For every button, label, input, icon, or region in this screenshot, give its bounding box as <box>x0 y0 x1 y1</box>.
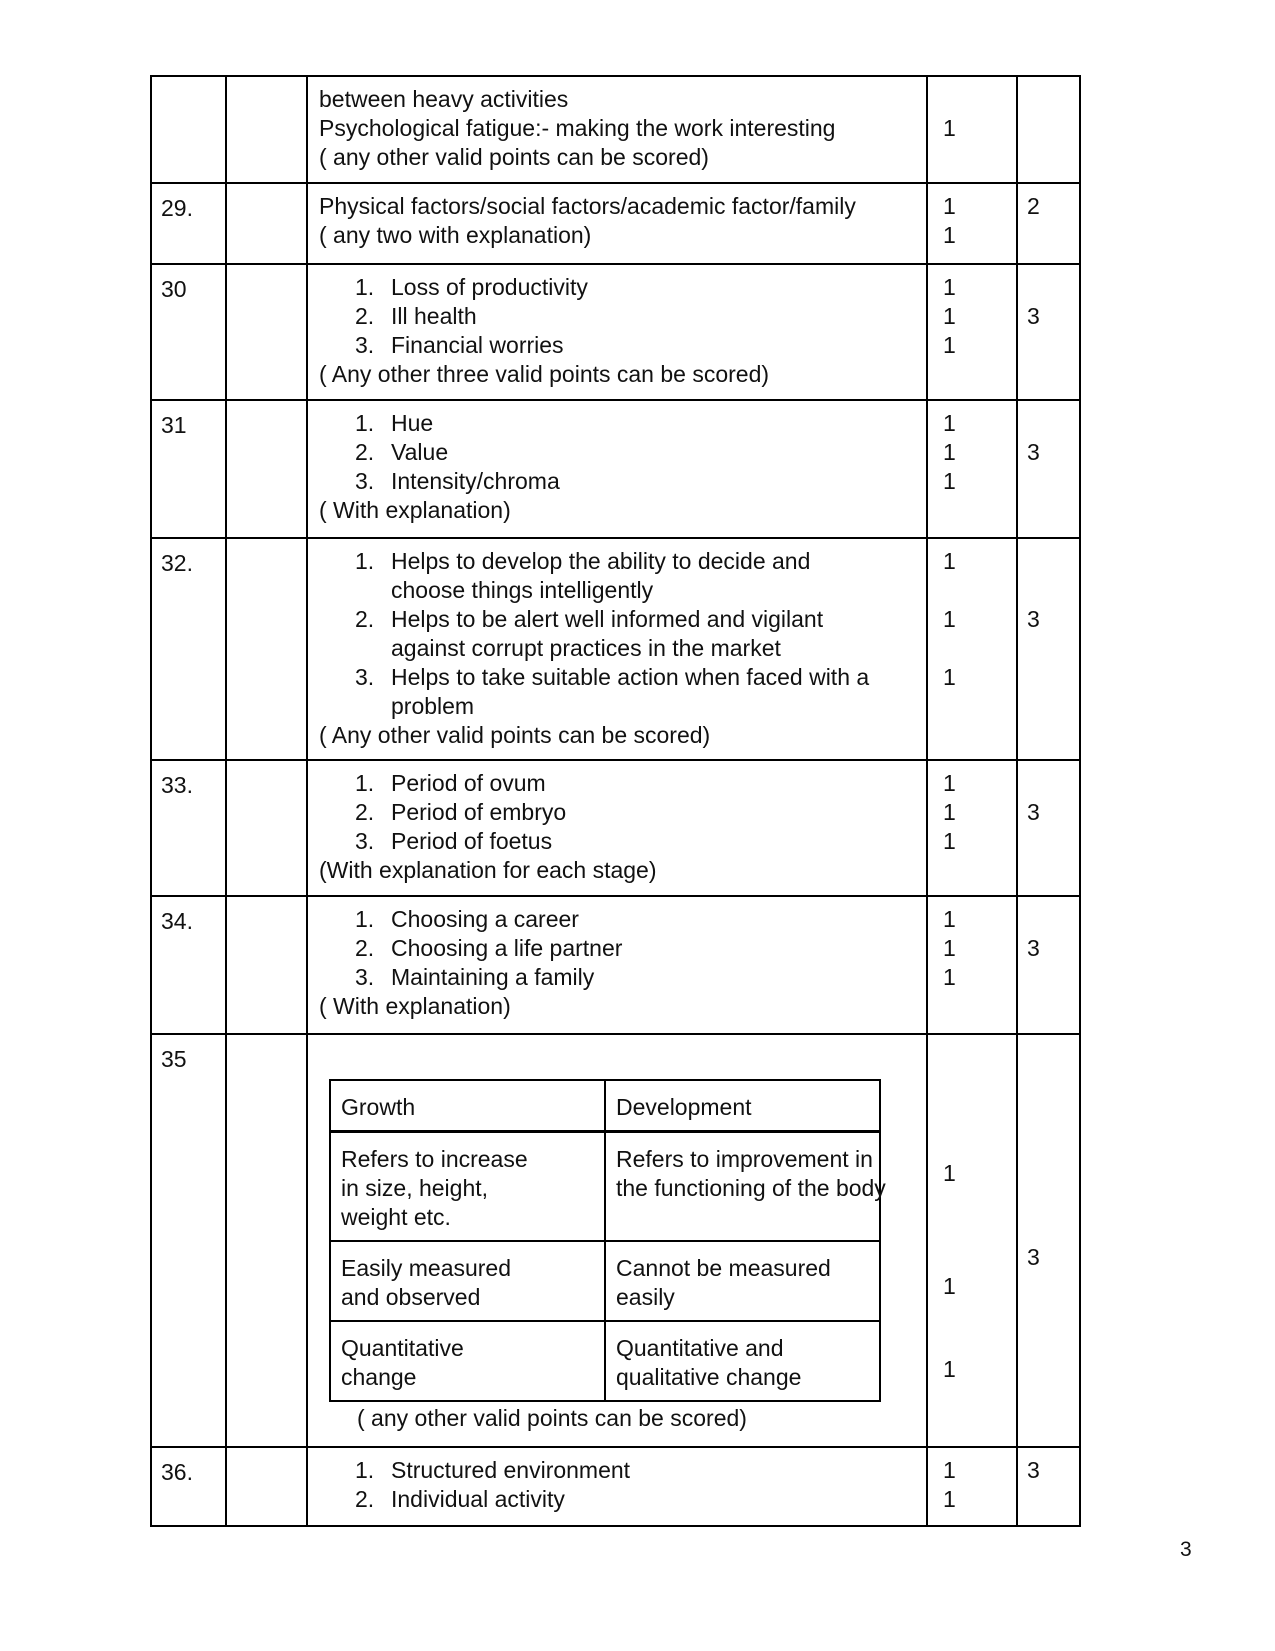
list-item: 2. Individual activity <box>355 1485 565 1512</box>
table-cell: Quantitative change <box>330 1321 605 1401</box>
answer-note: ( With explanation) <box>319 992 511 1019</box>
answer-points-list <box>319 905 916 992</box>
mark-value: 1 <box>943 1356 956 1383</box>
table-row <box>151 760 1080 896</box>
mark-value: 1 <box>943 409 956 436</box>
list-item: 3. Period of foetus <box>355 827 553 854</box>
mark-value: 1 <box>943 664 956 690</box>
list-item: 2. Choosing a life partner <box>355 934 623 961</box>
blank-cell <box>226 1447 307 1526</box>
total-marks-cell <box>1017 1034 1080 1447</box>
answer-cell <box>307 264 927 400</box>
table-row <box>330 1321 880 1401</box>
question-number: 30 <box>151 264 226 400</box>
answer-line: Physical factors/social factors/academic factor/family <box>319 193 856 220</box>
list-item: 1. Helps to develop the ability to decide and choose things intelligently <box>355 548 811 603</box>
answer-note: ( With explanation) <box>319 496 511 523</box>
total-marks-cell <box>1017 400 1080 538</box>
mark-value: 1 <box>943 963 956 990</box>
table-row <box>151 538 1080 760</box>
blank-cell <box>226 760 307 896</box>
growth-vs-development-table <box>329 1079 886 1402</box>
total-value: 3 <box>1027 1244 1040 1271</box>
mark-value: 1 <box>943 331 956 358</box>
list-item: 3. Helps to take suitable action when faced with a problem <box>355 664 870 719</box>
mark-value: 1 <box>943 115 956 141</box>
answer-note: ( Any other three valid points can be scored) <box>319 360 770 387</box>
list-item: 1. Loss of productivity <box>355 273 588 300</box>
total-marks-cell: 3 <box>1017 1447 1080 1526</box>
mark-value <box>943 85 1016 114</box>
answer-note: (With explanation for each stage) <box>319 856 657 883</box>
total-marks-cell <box>1017 76 1080 183</box>
answer-cell <box>307 400 927 538</box>
mark-value: 1 <box>943 1485 956 1512</box>
mark-value: 1 <box>943 438 956 465</box>
blank-cell <box>226 538 307 760</box>
table-cell: Cannot be measured easily <box>605 1241 880 1321</box>
answer-points-list <box>319 409 916 496</box>
table-row <box>151 76 1080 183</box>
table-row <box>151 400 1080 538</box>
mark-value: 1 <box>943 827 956 854</box>
answer-cell <box>307 76 927 183</box>
list-item: 2. Period of embryo <box>355 798 567 825</box>
column-header: Growth <box>330 1080 605 1132</box>
answer-cell <box>307 896 927 1034</box>
answer-points-list <box>319 1456 916 1514</box>
marks-cell <box>927 400 1017 538</box>
marks-cell <box>927 760 1017 896</box>
table-cell: Easily measured and observed <box>330 1241 605 1321</box>
answer-line: ( any other valid points can be scored) <box>319 144 709 170</box>
answer-cell <box>307 1034 927 1447</box>
table-header-row <box>330 1080 880 1132</box>
list-item: 2. Value <box>355 438 449 465</box>
question-number <box>151 76 226 183</box>
total-marks-cell <box>1017 264 1080 400</box>
page-number: 3 <box>1180 1538 1192 1561</box>
marks-cell <box>927 896 1017 1034</box>
marks-cell <box>927 538 1017 760</box>
total-value: 3 <box>1027 798 1040 825</box>
mark-value: 1 <box>943 798 956 825</box>
total-value: 3 <box>1027 934 1040 961</box>
question-number: 32. <box>151 538 226 760</box>
blank-cell <box>226 183 307 263</box>
question-number: 35 <box>151 1034 226 1447</box>
table-row <box>151 264 1080 400</box>
mark-value: 1 <box>943 1273 956 1300</box>
mark-value: 1 <box>943 606 956 632</box>
total-marks-cell <box>1017 538 1080 760</box>
list-item: 3. Intensity/chroma <box>355 467 560 494</box>
blank-cell <box>226 1034 307 1447</box>
column-header: Development <box>605 1080 880 1132</box>
table-cell: Quantitative and qualitative change <box>605 1321 880 1401</box>
list-item: 1. Structured environment <box>355 1456 631 1483</box>
list-item: 1. Period of ovum <box>355 769 546 796</box>
marks-cell <box>927 264 1017 400</box>
answer-line: Psychological fatigue:- making the work interesting <box>319 115 836 141</box>
mark-value: 1 <box>943 548 956 574</box>
answer-points-list <box>319 769 916 856</box>
answer-points-list <box>319 273 916 360</box>
question-number: 31 <box>151 400 226 538</box>
marks-cell <box>927 1447 1017 1526</box>
list-item: 1. Choosing a career <box>355 905 579 932</box>
total-value: 3 <box>1027 302 1040 329</box>
answer-cell <box>307 1447 927 1526</box>
table-row <box>330 1132 880 1242</box>
answer-note: ( Any other valid points can be scored) <box>319 722 711 748</box>
question-number: 33. <box>151 760 226 896</box>
mark-value: 1 <box>943 769 956 796</box>
mark-value: 1 <box>943 193 956 220</box>
mark-value: 1 <box>943 467 956 494</box>
blank-cell <box>226 400 307 538</box>
list-item: 3. Maintaining a family <box>355 963 595 990</box>
list-item: 1. Hue <box>355 409 434 436</box>
marking-scheme-table <box>150 75 1081 1527</box>
list-item: 2. Helps to be alert well informed and vigilant against corrupt practices in the market <box>355 606 824 661</box>
blank-cell <box>226 896 307 1034</box>
marks-cell <box>927 183 1017 263</box>
table-row <box>330 1241 880 1321</box>
table-row <box>151 1034 1080 1447</box>
marks-cell <box>927 76 1017 183</box>
answer-cell <box>307 538 927 760</box>
blank-cell <box>226 76 307 183</box>
mark-value: 1 <box>943 1160 956 1187</box>
blank-cell <box>226 264 307 400</box>
answer-points-list <box>319 547 916 721</box>
answer-line: between heavy activities <box>319 86 569 112</box>
question-number: 36. <box>151 1447 226 1526</box>
mark-value: 1 <box>943 905 956 932</box>
mark-value: 1 <box>943 934 956 961</box>
mark-value: 1 <box>943 273 956 300</box>
mark-value: 1 <box>943 302 956 329</box>
table-cell: Refers to increase in size, height, weight etc. <box>330 1132 605 1242</box>
answer-note: ( any other valid points can be scored) <box>357 1405 747 1432</box>
list-item: 3. Financial worries <box>355 331 564 358</box>
list-item: 2. Ill health <box>355 302 477 329</box>
mark-value: 1 <box>943 222 956 249</box>
total-marks-cell: 2 <box>1017 183 1080 263</box>
answer-cell <box>307 183 927 263</box>
table-row <box>151 1447 1080 1526</box>
total-marks-cell <box>1017 760 1080 896</box>
question-number: 34. <box>151 896 226 1034</box>
total-marks-cell <box>1017 896 1080 1034</box>
mark-value: 1 <box>943 1456 956 1483</box>
answer-line: ( any two with explanation) <box>319 222 592 249</box>
total-value: 3 <box>1027 606 1040 632</box>
table-cell: Refers to improvement in the functioning of the body <box>605 1132 880 1242</box>
marks-cell <box>927 1034 1017 1447</box>
table-row <box>151 183 1080 263</box>
question-number: 29. <box>151 183 226 263</box>
total-value: 3 <box>1027 438 1040 465</box>
table-row <box>151 896 1080 1034</box>
answer-cell <box>307 760 927 896</box>
